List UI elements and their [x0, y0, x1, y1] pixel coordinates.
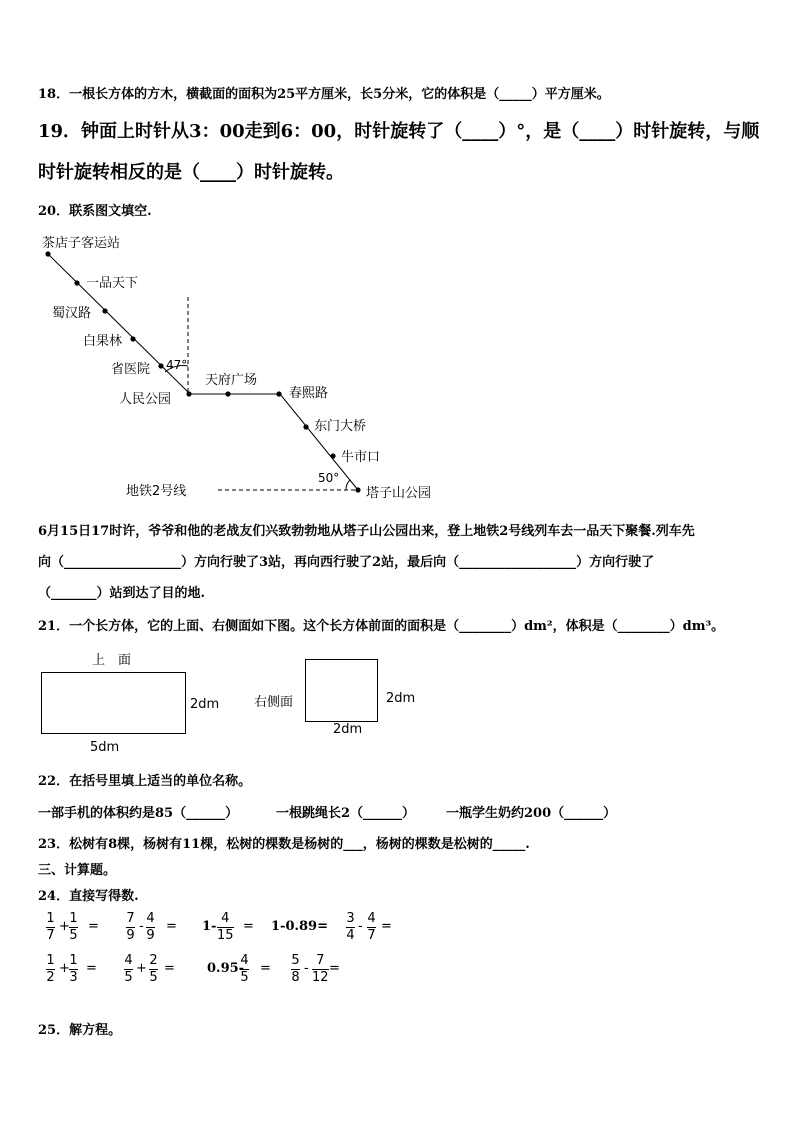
question-21: 21．一个长方体，它的上面、右侧面如下图。这个长方体前面的面积是（________）dm²，体积是（________）dm³。: [38, 619, 725, 634]
question-22-item-3: 一瓶学生奶约200（______）: [446, 806, 617, 821]
fraction: 4 5: [124, 953, 133, 985]
equals-sign: =: [329, 961, 340, 976]
angle-label-50: 50°: [318, 471, 340, 485]
station-label-tazishan: 塔子山公园: [366, 486, 432, 501]
expression-prefix: 0.95-: [207, 961, 245, 976]
station-label-yipintianxia: 一品天下: [86, 276, 139, 291]
station-dot-baiguolin: [130, 336, 135, 341]
angle-label-47: 47°: [166, 358, 188, 372]
question-24-title: 24．直接写得数.: [38, 889, 139, 904]
station-label-shengyiyuan: 省医院: [111, 362, 151, 377]
question-19-line2: 时针旋转相反的是（____）时针旋转。: [38, 162, 344, 183]
operator: +: [59, 919, 70, 934]
station-dot-renmingongyuan: [186, 391, 191, 396]
equals-sign: =: [166, 919, 177, 934]
station-dot-shengyiyuan: [158, 363, 163, 368]
station-dot-chunxilu: [276, 391, 281, 396]
top-face-label: 上 面: [92, 653, 132, 668]
question-22-item-1: 一部手机的体积约是85（______）: [38, 806, 239, 821]
side-face-width-label: 2dm: [333, 722, 363, 737]
station-label-shuhanlu: 蜀汉路: [52, 306, 92, 321]
angle-arc-50: [346, 480, 350, 490]
operator: -: [304, 961, 309, 976]
operator: +: [136, 961, 147, 976]
fraction: 3 4: [346, 911, 355, 943]
question-20-title: 20．联系图文填空.: [38, 204, 152, 219]
station-label-renmingongyuan: 人民公园: [119, 392, 172, 407]
question-22-item-2: 一根跳绳长2（______）: [276, 806, 416, 821]
equals-sign: =: [86, 961, 97, 976]
fraction: 4 5: [240, 953, 249, 985]
fraction: 1 2: [46, 953, 55, 985]
fraction: 7 12: [312, 953, 329, 985]
expression-prefix: 1-: [202, 919, 217, 934]
equals-sign: =: [260, 961, 271, 976]
question-20-text1: 6月15日17时许，爷爷和他的老战友们兴致勃勃地从塔子山公园出来，登上地铁2号线列车去一品天下聚餐.列车先: [38, 524, 695, 539]
question-23: 23．松树有8棵，杨树有11棵，松树的棵数是杨树的___，杨树的棵数是松树的_____.: [38, 837, 530, 852]
decimal-expression: 1-0.89=: [271, 919, 328, 934]
section-3-heading: 三、计算题。: [38, 863, 117, 878]
question-18: 18．一根长方体的方木，横截面的面积为25平方厘米，长5分米，它的体积是（_____）平方厘米。: [38, 87, 610, 102]
equals-sign: =: [164, 961, 175, 976]
operator: -: [139, 919, 144, 934]
station-label-tianfuguangchang: 天府广场: [205, 373, 258, 388]
station-dot-yipintianxia: [74, 280, 79, 285]
fraction: 4 15: [217, 911, 234, 943]
side-face-square: [305, 659, 378, 722]
side-face-height-label: 2dm: [386, 691, 416, 706]
station-label-niushikou: 牛市口: [341, 450, 381, 465]
fraction: 7 9: [126, 911, 135, 943]
metro-map-diagram: [0, 225, 500, 510]
station-label-chadianzi: 茶店子客运站: [42, 236, 121, 251]
station-dot-chadianzi: [45, 251, 50, 256]
station-dot-shuhanlu: [102, 308, 107, 313]
operator: -: [358, 919, 363, 934]
equals-sign: =: [381, 919, 392, 934]
question-19-line1: 19．钟面上时针从3：00走到6：00，时针旋转了（____）°，是（____）时针旋转，与顺: [38, 121, 760, 142]
question-22-title: 22．在括号里填上适当的单位名称。: [38, 774, 252, 789]
operator: +: [59, 961, 70, 976]
station-dot-dongmendaqiao: [303, 424, 308, 429]
top-face-width-label: 5dm: [90, 740, 120, 755]
fraction: 4 7: [367, 911, 376, 943]
fraction: 2 5: [149, 953, 158, 985]
station-label-chunxilu: 春熙路: [289, 386, 329, 401]
equals-sign: =: [88, 919, 99, 934]
top-face-rectangle: [41, 672, 186, 734]
top-face-height-label: 2dm: [190, 697, 220, 712]
fraction: 1 3: [69, 953, 78, 985]
metro-line-label: 地铁2号线: [126, 484, 187, 499]
station-label-dongmendaqiao: 东门大桥: [314, 419, 367, 434]
side-face-label: 右侧面: [254, 695, 294, 710]
station-label-baiguolin: 白果林: [83, 334, 123, 349]
question-25: 25．解方程。: [38, 1023, 122, 1038]
question-20-text2: 向（__________________）方向行驶了3站，再向西行驶了2站，最后向（__________________）方向行驶了: [38, 555, 655, 570]
fraction: 5 8: [291, 953, 300, 985]
equals-sign: =: [243, 919, 254, 934]
station-dot-tazishan: [355, 487, 360, 492]
fraction: 1 5: [69, 911, 78, 943]
fraction: 1 7: [46, 911, 55, 943]
question-20-text3: （_______）站到达了目的地.: [38, 586, 206, 601]
fraction: 4 9: [146, 911, 155, 943]
station-dot-niushikou: [330, 453, 335, 458]
station-dot-tianfuguangchang: [225, 391, 230, 396]
